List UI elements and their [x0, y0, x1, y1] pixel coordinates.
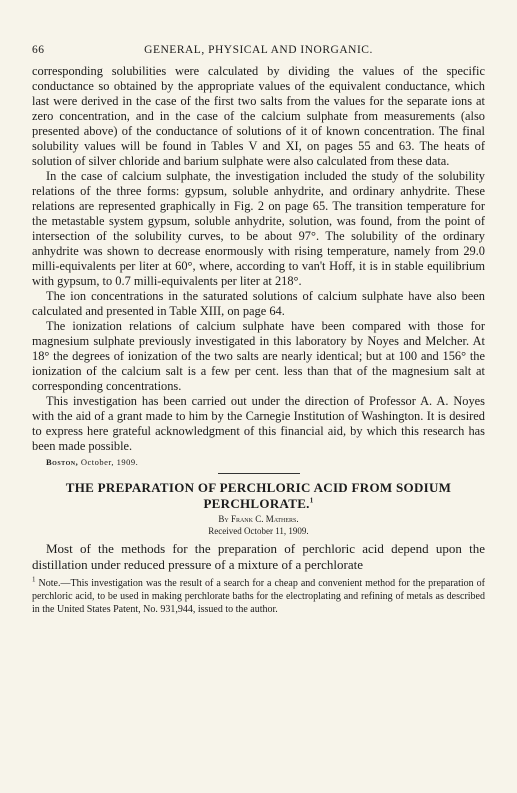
article-first-paragraph: Most of the methods for the preparation of perchloric acid depend upon the distillation under reduced pressure of a mixture of a perchlorate: [32, 541, 485, 572]
article-title-text: THE PREPARATION OF PERCHLORIC ACID FROM SODIUM PERCHLORATE.: [65, 480, 452, 511]
dateline-date: October, 1909.: [80, 457, 139, 467]
section-divider: [218, 473, 300, 474]
received-date: Received October 11, 1909.: [208, 526, 309, 536]
paragraph-continued: corresponding solubilities were calculated by dividing the values of the specific conductance so obtained by the appropriate values of the equivalent conductance, which last were derived in the case of the first two salts from the values for the separate ions at zero concentration, and in the case of the calcium sulphate from measurements (also presented above) of the conductance of solutions of it of known concentration. The final solubility values will be found in Tables V and XI, on pages 55 and 63. The heats of solution of silver chloride and barium sulphate were also calculated from these data.: [32, 64, 485, 168]
footnote: [32, 577, 485, 616]
paragraph-acknowledgment: This investigation has been carried out under the direction of Professor A. A. Noyes with the aid of a grant made to him by the Carnegie Institution of Washington. It is desired to express here grateful acknowledgment of this financial aid, by which this research has been made possible.: [32, 394, 485, 453]
page-number: 66: [32, 44, 45, 56]
paragraph-ionization: The ionization relations of calcium sulphate have been compared with those for magnesium sulphate previously investigated in this laboratory by Noyes and Melcher. At 18° the degrees of ionization of the two salts are nearly identical; but at 100 and 156° the ionization of the calcium salt is a few per cent. less than that of the magnesium salt at corresponding concentrations.: [32, 319, 485, 393]
running-head: [32, 44, 485, 60]
article-title: [32, 480, 485, 512]
paragraph-ion-concentrations: The ion concentrations in the saturated solutions of calcium sulphate have also been calculated and presented in Table XIII, on page 64.: [32, 289, 485, 318]
dateline: [46, 457, 485, 468]
section-title: GENERAL, PHYSICAL AND INORGANIC.: [144, 44, 373, 56]
paragraph-calcium-sulphate: In the case of calcium sulphate, the investigation included the study of the solubility relations of the three forms: gypsum, soluble anhydrite, and ordinary anhydrite. These relations are represented graphically in Fig. 2 on page 65. The transition temperature for the metastable system gypsum, soluble anhydrite, solution, was found, from the point of intersection of the solubility curves, to be about 97°. The solubility of the ordinary anhydrite was shown to decrease enormously with rising temperature, namely from 29.0 milli-equivalents per liter at 60°, where, according to van't Hoff, it is in stable equilibrium with gypsum, to 0.7 milli-equivalents per liter at 218°.: [32, 169, 485, 288]
footnote-text: Note.—This investigation was the result of a search for a cheap and convenient method for the preparation of perchloric acid, to be used in making perchlorate baths for the electroplating and refining of metals as described in the United States Patent, No. 931,944, issued to the author.: [32, 578, 485, 615]
footnote-mark: 1: [32, 575, 36, 584]
dateline-place: Boston,: [46, 457, 79, 467]
article-byline: By Frank C. Mathers.: [218, 514, 299, 524]
title-footnote-mark: 1: [309, 496, 314, 505]
body-text: [32, 64, 485, 616]
